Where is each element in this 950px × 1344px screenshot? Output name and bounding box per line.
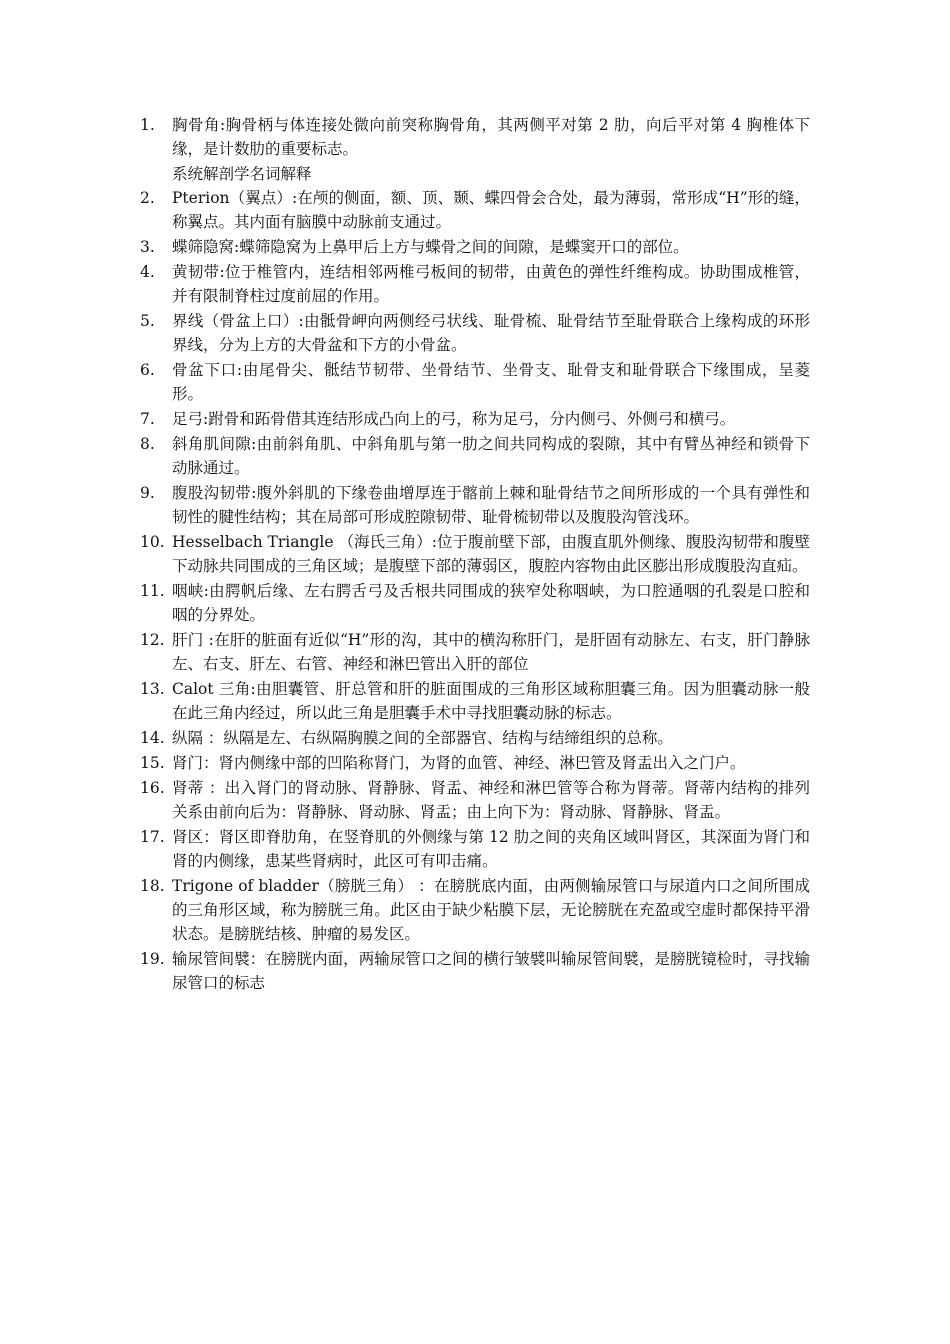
item-text: 斜角肌间隙:由前斜角肌、中斜角肌与第一肋之间共同构成的裂隙，其中有臂丛神经和锁骨下动脉通过。 xyxy=(172,435,810,477)
item-number: 15. xyxy=(140,754,165,772)
item-number: 4. xyxy=(140,263,155,281)
item-number: 1. xyxy=(140,116,155,134)
item-number: 8. xyxy=(140,435,155,453)
list-item xyxy=(140,113,810,161)
item-text: 纵隔 ：纵隔是左、右纵隔胸膜之间的全部器官、结构与结缔组织的总称。 xyxy=(172,729,673,747)
list-item xyxy=(140,751,810,775)
item-text: Hesselbach Triangle （海氏三角）:位于腹前壁下部，由腹直肌外侧缘、腹股沟韧带和腹壁下动脉共同围成的三角区域；是腹壁下部的薄弱区，腹腔内容物由此区膨出形成腹股沟直疝。 xyxy=(172,533,810,575)
document-subtitle: 系统解剖学名词解释 xyxy=(172,165,312,183)
item-text: 输尿管间襞：在膀胱内面，两输尿管口之间的横行皱襞叫输尿管间襞，是膀胱镜检时，寻找输尿管口的标志 xyxy=(172,950,810,992)
item-number: 6. xyxy=(140,361,155,379)
item-text: 黄韧带:位于椎管内，连结相邻两椎弓板间的韧带，由黄色的弹性纤维构成。协助围成椎管，并有限制脊柱过度前屈的作用。 xyxy=(172,263,810,305)
list-item xyxy=(140,260,810,308)
item-text: Pterion（翼点）:在颅的侧面，额、顶、颞、蝶四骨会合处，最为薄弱，常形成“H”形的缝，称翼点。其内面有脑膜中动脉前支通过。 xyxy=(172,189,810,231)
item-text: 骨盆下口:由尾骨尖、骶结节韧带、坐骨结节、坐骨支、耻骨支和耻骨联合下缘围成，呈菱形。 xyxy=(172,361,810,403)
list-item xyxy=(140,874,810,946)
item-number: 13. xyxy=(140,680,165,698)
item-number: 9. xyxy=(140,484,155,502)
item-text: 胸骨角:胸骨柄与体连接处微向前突称胸骨角，其两侧平对第 2 肋，向后平对第 4 胸椎体下缘，是计数肋的重要标志。 xyxy=(172,116,810,158)
item-text: 界线（骨盆上口）:由骶骨岬向两侧经弓状线、耻骨梳、耻骨结节至耻骨联合上缘构成的环形界线，分为上方的大骨盆和下方的小骨盆。 xyxy=(172,312,810,354)
item-number: 14. xyxy=(140,729,165,747)
item-number: 12. xyxy=(140,631,165,649)
list-item xyxy=(140,677,810,725)
list-item xyxy=(140,186,810,234)
item-text: 腹股沟韧带:腹外斜肌的下缘卷曲增厚连于髂前上棘和耻骨结节之间所形成的一个具有弹性和韧性的腱性结构；其在局部可形成腔隙韧带、耻骨梳韧带以及腹股沟管浅环。 xyxy=(172,484,810,526)
item-number: 16. xyxy=(140,779,165,797)
term-list xyxy=(140,113,810,996)
item-number: 10. xyxy=(140,533,165,551)
list-item xyxy=(140,407,810,431)
item-text: 肾门：肾内侧缘中部的凹陷称肾门，为肾的血管、神经、淋巴管及肾盂出入之门户。 xyxy=(172,754,746,772)
item-text: 肾蒂 ：出入肾门的肾动脉、肾静脉、肾盂、神经和淋巴管等合称为肾蒂。肾蒂内结构的排列关系由前向后为：肾静脉、肾动脉、肾盂；由上向下为：肾动脉、肾静脉、肾盂。 xyxy=(172,779,810,821)
item-text: Trigone of bladder（膀胱三角） ：在膀胱底内面，由两侧输尿管口与尿道内口之间所围成的三角形区域，称为膀胱三角。此区由于缺少粘膜下层，无论膀胱在充盈或空虚时都保持平滑状态。是膀胱结核、肿瘤的易发区。 xyxy=(172,877,810,943)
list-item xyxy=(140,825,810,873)
item-text: 足弓:跗骨和跖骨借其连结形成凸向上的弓，称为足弓，分内侧弓、外侧弓和横弓。 xyxy=(172,410,736,428)
list-item xyxy=(140,776,810,824)
item-number: 7. xyxy=(140,410,155,428)
item-text: 肾区：肾区即脊肋角，在竖脊肌的外侧缘与第 12 肋之间的夹角区域叫肾区，其深面为肾门和肾的内侧缘，患某些肾病时，此区可有叩击痛。 xyxy=(172,828,810,870)
list-item xyxy=(140,358,810,406)
list-item xyxy=(140,432,810,480)
item-text: Calot 三角:由胆囊管、肝总管和肝的脏面围成的三角形区域称胆囊三角。因为胆囊动脉一般在此三角内经过，所以此三角是胆囊手术中寻找胆囊动脉的标志。 xyxy=(172,680,810,722)
item-number: 17. xyxy=(140,828,165,846)
item-number: 19. xyxy=(140,950,165,968)
item-text: 蝶筛隐窝:蝶筛隐窝为上鼻甲后上方与蝶骨之间的间隙，是蝶窦开口的部位。 xyxy=(172,238,689,256)
item-number: 5. xyxy=(140,312,155,330)
list-item xyxy=(140,726,810,750)
list-item xyxy=(140,628,810,676)
item-number: 2. xyxy=(140,189,155,207)
item-number: 18. xyxy=(140,877,165,895)
item-text: 咽峡:由腭帆后缘、左右腭舌弓及舌根共同围成的狭窄处称咽峡，为口腔通咽的孔裂是口腔和咽的分界处。 xyxy=(172,582,810,624)
item-text: 肝门 :在肝的脏面有近似“H”形的沟，其中的横沟称肝门，是肝固有动脉左、右支，肝门静脉左、右支、肝左、右管、神经和淋巴管出入肝的部位 xyxy=(172,631,810,673)
list-item xyxy=(140,309,810,357)
list-item xyxy=(140,481,810,529)
list-item xyxy=(140,947,810,995)
list-item xyxy=(140,530,810,578)
item-number: 3. xyxy=(140,238,155,256)
item-number: 11. xyxy=(140,582,165,600)
list-item xyxy=(140,579,810,627)
list-item xyxy=(140,235,810,259)
